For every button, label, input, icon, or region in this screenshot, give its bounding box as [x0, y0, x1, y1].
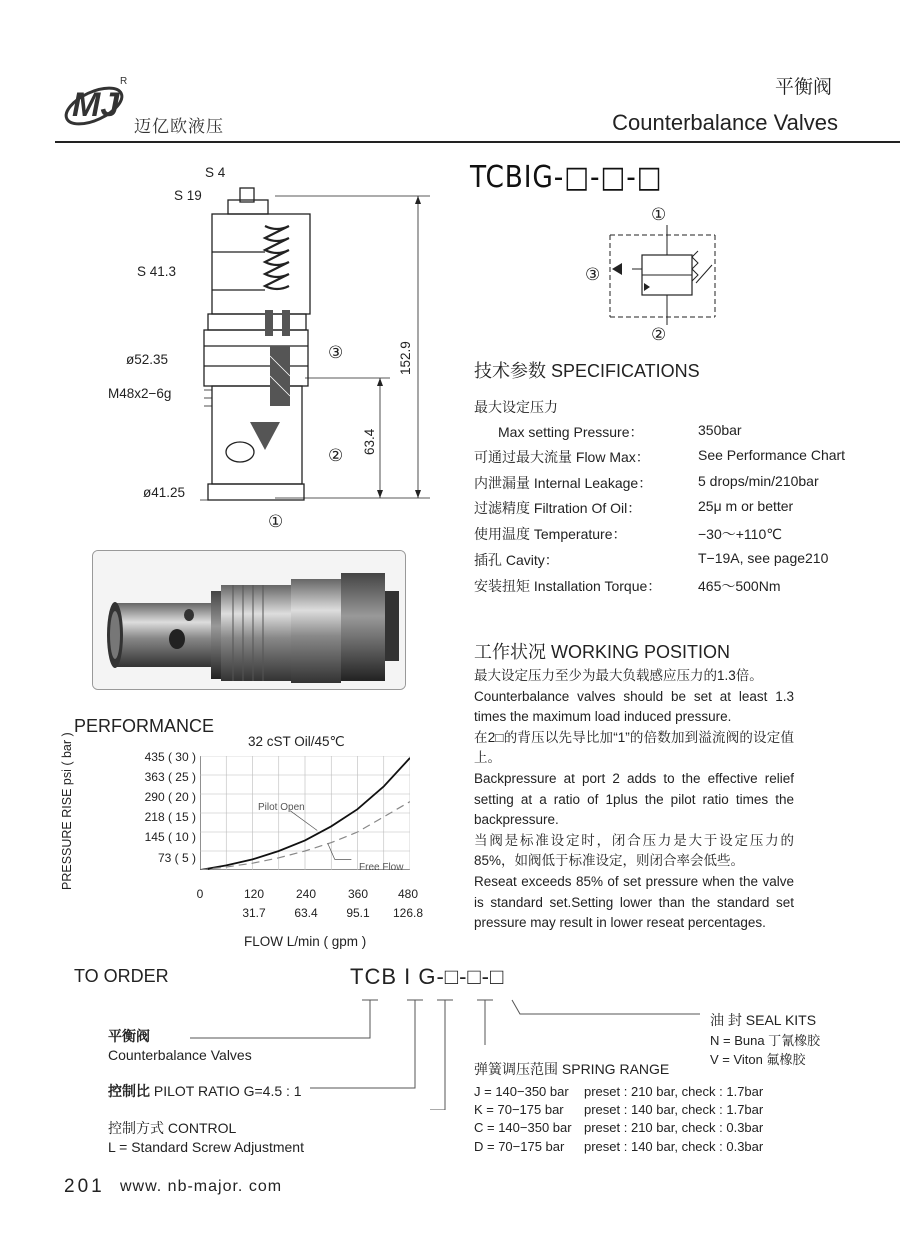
spec-label: 使用温度 Temperature： [474, 526, 627, 542]
order-seal-n: N = Buna 丁氰橡胶 [710, 1033, 821, 1048]
page-title-cn: 平衡阀 [774, 77, 832, 98]
spring-option-code: D = 70−175 bar [474, 1139, 565, 1154]
x-tick-label: 31.7 [242, 906, 266, 920]
page-number: 201 [64, 1176, 105, 1197]
order-control-option: L = Standard Screw Adjustment [108, 1139, 304, 1155]
brand-name: 迈亿欧液压 [134, 117, 224, 136]
spec-value: −30～+110℃ [698, 526, 782, 542]
spec-label: 插孔 Cavity： [474, 552, 559, 568]
spec-first-cn: 最大设定压力 [474, 399, 558, 415]
to-order-heading: TO ORDER [74, 966, 169, 986]
spec-label: Max setting Pressure： [498, 424, 644, 440]
wp-paragraph: 最大设定压力至少为最大负载感应压力的1.3倍。 [474, 668, 763, 683]
symbol-port3-label: ③ [585, 265, 601, 284]
spec-label: 内泄漏量 Internal Leakage： [474, 475, 653, 491]
x-tick-label: 360 [347, 887, 369, 901]
x-tick-label: 95.1 [346, 906, 370, 920]
symbol-port1-label: ① [651, 205, 667, 224]
pilot-open-leader [290, 811, 317, 831]
working-position-heading: 工作状况 WORKING POSITION [474, 642, 731, 662]
diameter-41-label: ø41.25 [143, 485, 186, 500]
chart-x-axis-label: FLOW L/min ( gpm ) [244, 934, 367, 949]
product-photo [92, 550, 406, 690]
wp-paragraph: Reseat exceeds 85% of set pressure when the valve is standard set.Setting lower than the standard set pressure may result in lower reseat percentages. [474, 873, 794, 931]
spring-option-code: K = 70−175 bar [474, 1102, 564, 1117]
specifications-heading: 技术参数 SPECIFICATIONS [474, 361, 700, 381]
y-tick-label: 145 ( 10 ) [144, 830, 196, 844]
chart-y-axis-label: PRESSURE RISE psi ( bar ) [60, 732, 74, 890]
x-tick-label: 240 [295, 887, 317, 901]
diameter-52-label: ø52.35 [126, 352, 169, 367]
spec-label: 安装扭矩 Installation Torque： [474, 578, 662, 594]
spec-value: 5 drops/min/210bar [698, 473, 819, 489]
spring-option-preset: preset : 210 bar, check : 1.7bar [584, 1084, 764, 1099]
spec-value: See Performance Chart [698, 447, 846, 463]
performance-chart [200, 756, 410, 870]
y-tick-label: 363 ( 25 ) [144, 770, 196, 784]
order-pilot-en: PILOT RATIO G=4.5 : 1 [150, 1083, 302, 1099]
y-tick-label: 73 ( 5 ) [157, 851, 196, 865]
spec-value: 465～500Nm [698, 578, 781, 594]
x-tick-label: 63.4 [294, 906, 318, 920]
performance-heading: PERFORMANCE [74, 716, 215, 736]
order-seal-title: 油 封 SEAL KITS [710, 1012, 817, 1028]
spring-option-code: J = 140−350 bar [474, 1084, 569, 1099]
order-type-cn: 平衡阀 [108, 1028, 150, 1044]
y-tick-label: 218 ( 15 ) [144, 810, 196, 824]
order-pilot-ratio [108, 1081, 302, 1101]
hex-s4-label: S 4 [205, 165, 226, 180]
wp-paragraph: Backpressure at port 2 adds to the effective relief setting at a ratio of 1plus the pilot ratio times the backpressure. [474, 770, 794, 828]
registered-mark: R [120, 76, 128, 87]
hydraulic-symbol [600, 225, 725, 325]
y-tick-label: 290 ( 20 ) [144, 790, 196, 804]
thread-label: M48x2−6g [108, 386, 172, 401]
x-tick-label: 0 [196, 887, 204, 901]
x-tick-label: 120 [243, 887, 265, 901]
curve-label-pilot-open: Pilot Open [258, 802, 305, 813]
order-pilot-cn: 控制比 [108, 1083, 150, 1099]
curve-label-free-flow: Free Flow [359, 862, 404, 873]
spring-option-preset: preset : 140 bar, check : 1.7bar [584, 1102, 764, 1117]
symbol-port2-label: ② [651, 325, 667, 344]
wp-paragraph: 在2□的背压以先导比加“1”的倍数加到溢流阀的设定值上。 [474, 729, 794, 766]
spec-label: 可通过最大流量 Flow Max： [474, 449, 650, 465]
order-control: 控制方式 CONTROL [108, 1120, 237, 1136]
order-code: TCB I G-□-□-□ [350, 964, 505, 989]
spring-option-preset: preset : 210 bar, check : 0.3bar [584, 1120, 764, 1135]
header-divider [55, 141, 900, 143]
order-type-en: Counterbalance Valves [108, 1047, 252, 1063]
cartridge-section-drawing [100, 160, 440, 540]
logo-letters: MJ [72, 86, 120, 124]
order-seal-v: V = Viton 氟橡胶 [710, 1052, 806, 1067]
spec-label: 过滤精度 Filtration Of Oil： [474, 500, 642, 516]
spec-value: T−19A, see page210 [698, 550, 829, 566]
drawing-port2-label: ② [328, 446, 344, 465]
hex-s41-label: S 41.3 [137, 264, 177, 279]
drawing-port1-label: ① [268, 512, 284, 531]
dimension-port-label: 63.4 [362, 428, 377, 455]
spring-option-preset: preset : 140 bar, check : 0.3bar [584, 1139, 764, 1154]
dimension-total-label: 152.9 [398, 341, 413, 375]
wp-paragraph: Counterbalance valves should be set at least 1.3 times the maximum load induced pressure. [474, 688, 794, 725]
model-code: TCBIG-□-□-□ [470, 160, 663, 195]
website-url: www. nb-major. com [120, 1178, 283, 1195]
y-tick-label: 435 ( 30 ) [144, 750, 196, 764]
brand-logo [60, 72, 130, 134]
x-tick-label: 480 [397, 887, 419, 901]
order-spring-title: 弹簧调压范围 SPRING RANGE [474, 1061, 670, 1077]
chart-title: 32 cST Oil/45℃ [248, 734, 345, 749]
spec-value: 25μ m or better [698, 498, 794, 514]
wp-paragraph: 当阀是标准设定时，闭合压力是大于设定压力的85%，如阀低于标准设定，则闭合率会低些。 [474, 832, 794, 869]
spring-option-code: C = 140−350 bar [474, 1120, 572, 1135]
spec-value: 350bar [698, 422, 742, 438]
hex-s19-label: S 19 [174, 188, 202, 203]
page-title-en: Counterbalance Valves [612, 110, 838, 135]
working-position-text [474, 666, 794, 934]
drawing-port3-label: ③ [328, 343, 344, 362]
x-tick-label: 126.8 [392, 906, 424, 920]
